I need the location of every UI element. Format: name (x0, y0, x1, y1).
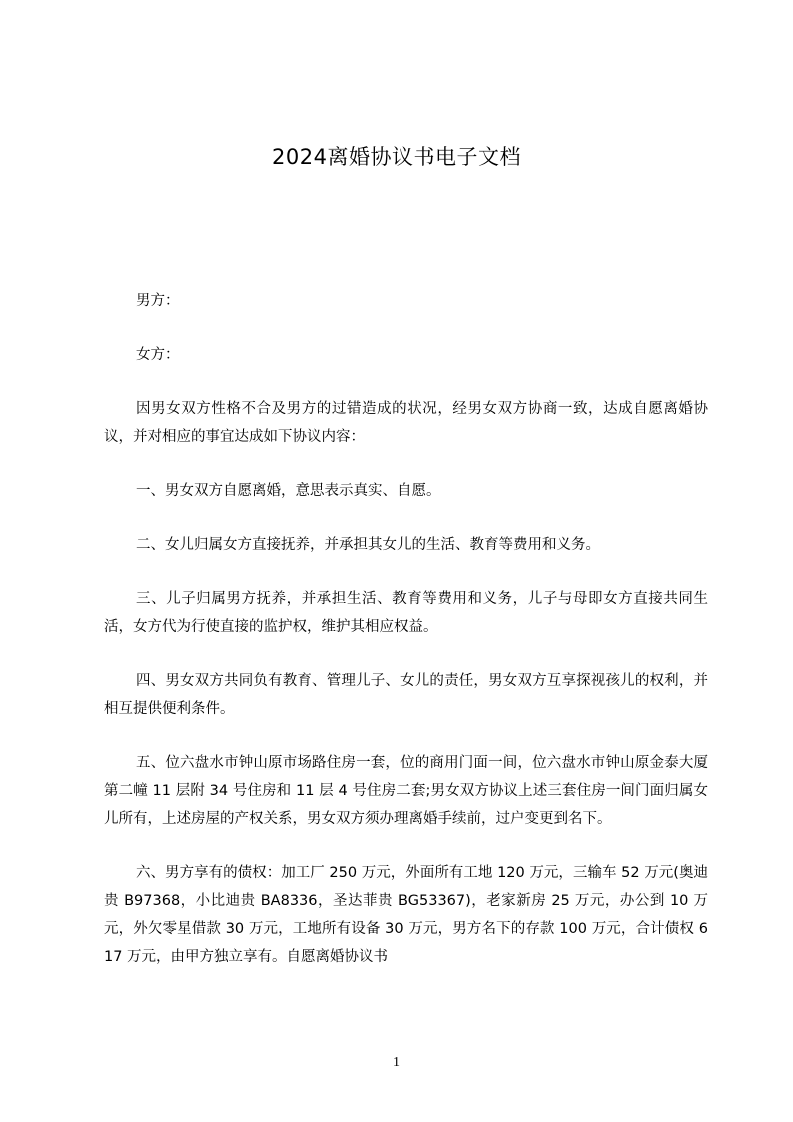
document-title: 2024离婚协议书电子文档 (272, 145, 521, 169)
clause-5: 五、位六盘水市钟山原市场路住房一套，位的商用门面一间，位六盘水市钟山原金泰大厦第二幢 11 层附 34 号住房和 11 层 4 号住房二套;男女双方协议上述三套住房一间门面归属女儿所有，上述房屋的产权关系，男女双方须办理离婚手续前，过户变更到名下。 (104, 755, 708, 827)
clause-2: 二、女儿归属女方直接抚养，并承担其女儿的生活、教育等费用和义务。 (136, 537, 600, 553)
clause-4: 四、男女双方共同负有教育、管理儿子、女儿的责任，男女双方互享探视孩儿的权利，并相互提供便利条件。 (104, 673, 708, 717)
page-number: 1 (393, 1055, 400, 1070)
party-male-line: 男方： (136, 293, 180, 309)
document-body (104, 287, 708, 971)
clause-6: 六、男方享有的债权：加工厂 250 万元，外面所有工地 120 万元，三输车 52 万元(奥迪贵 B97368，小比迪贵 BA8336，圣达菲贵 BG53367)，老家新房 25 万元，办公到 10 万元，外欠零星借款 30 万元，工地所有设备 30 万元，男方名下的存款 100 万元，合计债权 617 万元，由甲方独立享有。自愿离婚协议书 (104, 865, 708, 965)
clause-1: 一、男女双方自愿离婚，意思表示真实、自愿。 (136, 483, 441, 499)
intro-paragraph: 因男女双方性格不合及男方的过错造成的状况，经男女双方协商一致，达成自愿离婚协议，并对相应的事宜达成如下协议内容： (104, 401, 708, 445)
clause-3: 三、儿子归属男方抚养，并承担生活、教育等费用和义务，儿子与母即女方直接共同生活，女方代为行使直接的监护权，维护其相应权益。 (104, 591, 708, 635)
party-female-line: 女方： (136, 347, 180, 363)
